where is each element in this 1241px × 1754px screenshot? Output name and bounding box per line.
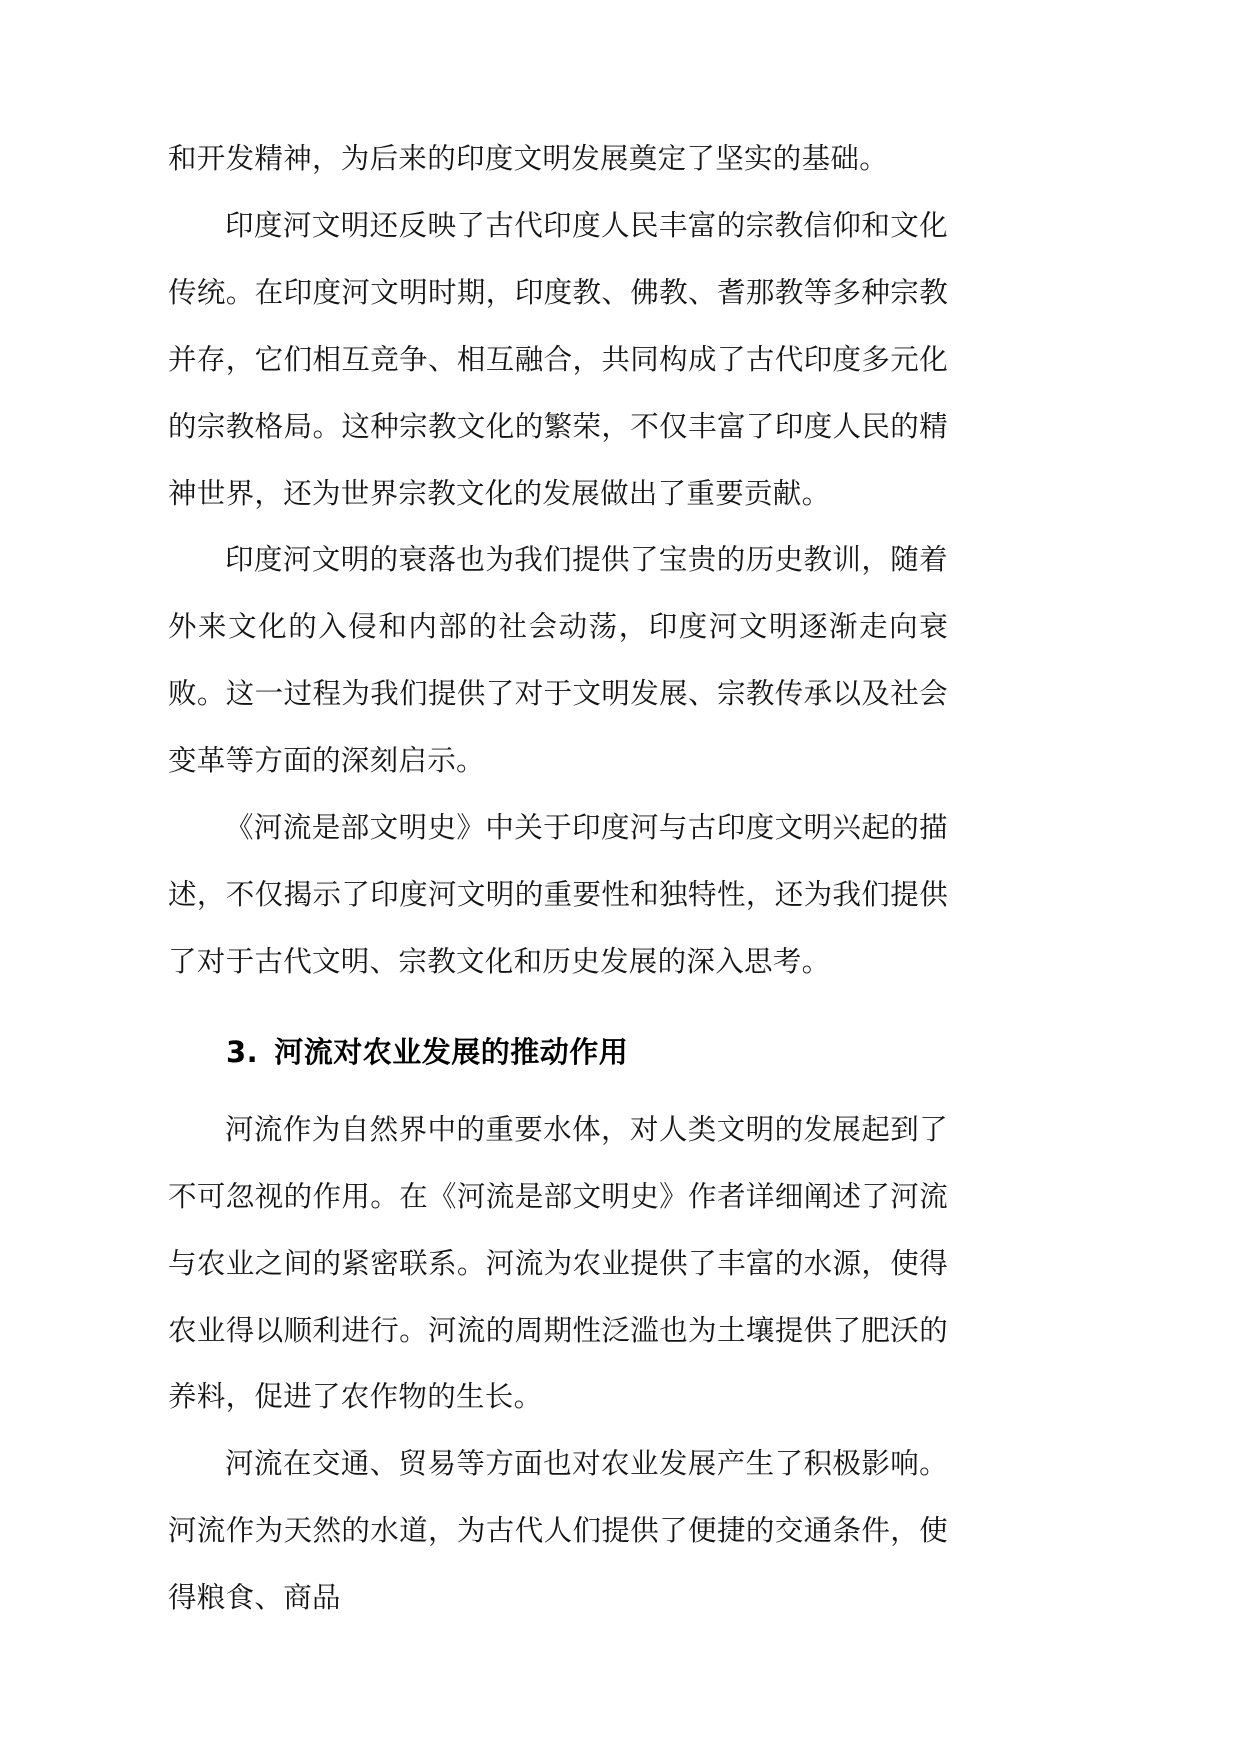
paragraph-river-transport: 河流在交通、贸易等方面也对农业发展产生了积极影响。河流作为天然的水道，为古代人们提供了便捷的交通条件，使得粮食、商品 xyxy=(168,1447,948,1615)
section-title: 河流对农业发展的推动作用 xyxy=(274,1034,629,1069)
paragraph-continuation: 和开发精神，为后来的印度文明发展奠定了坚实的基础。 xyxy=(168,142,889,175)
paragraph-river-agriculture: 河流作为自然界中的重要水体，对人类文明的发展起到了不可忽视的作用。在《河流是部文明史》作者详细阐述了河流与农业之间的紧密联系。河流为农业提供了丰富的水源，使得农业得以顺利进行。河流的周期性泛滥也为土壤提供了肥沃的养料，促进了农作物的生长。 xyxy=(168,1112,948,1414)
text-column xyxy=(168,126,948,1632)
section-number: 3. xyxy=(226,1034,259,1069)
paragraph-religion: 印度河文明还反映了古代印度人民丰富的宗教信仰和文化传统。在印度河文明时期，印度教、佛教、耆那教等多种宗教并存，它们相互竞争、相互融合，共同构成了古代印度多元化的宗教格局。这种宗教文化的繁荣，不仅丰富了印度人民的精神世界，还为世界宗教文化的发展做出了重要贡献。 xyxy=(168,208,948,510)
paragraph-decline: 印度河文明的衰落也为我们提供了宝贵的历史教训，随着外来文化的入侵和内部的社会动荡，印度河文明逐渐走向衰败。这一过程为我们提供了对于文明发展、宗教传承以及社会变革等方面的深刻启示。 xyxy=(168,543,948,778)
section-heading xyxy=(168,1030,948,1074)
paragraph-summary: 《河流是部文明史》中关于印度河与古印度文明兴起的描述，不仅揭示了印度河文明的重要性和独特性，还为我们提供了对于古代文明、宗教文化和历史发展的深入思考。 xyxy=(168,811,948,978)
